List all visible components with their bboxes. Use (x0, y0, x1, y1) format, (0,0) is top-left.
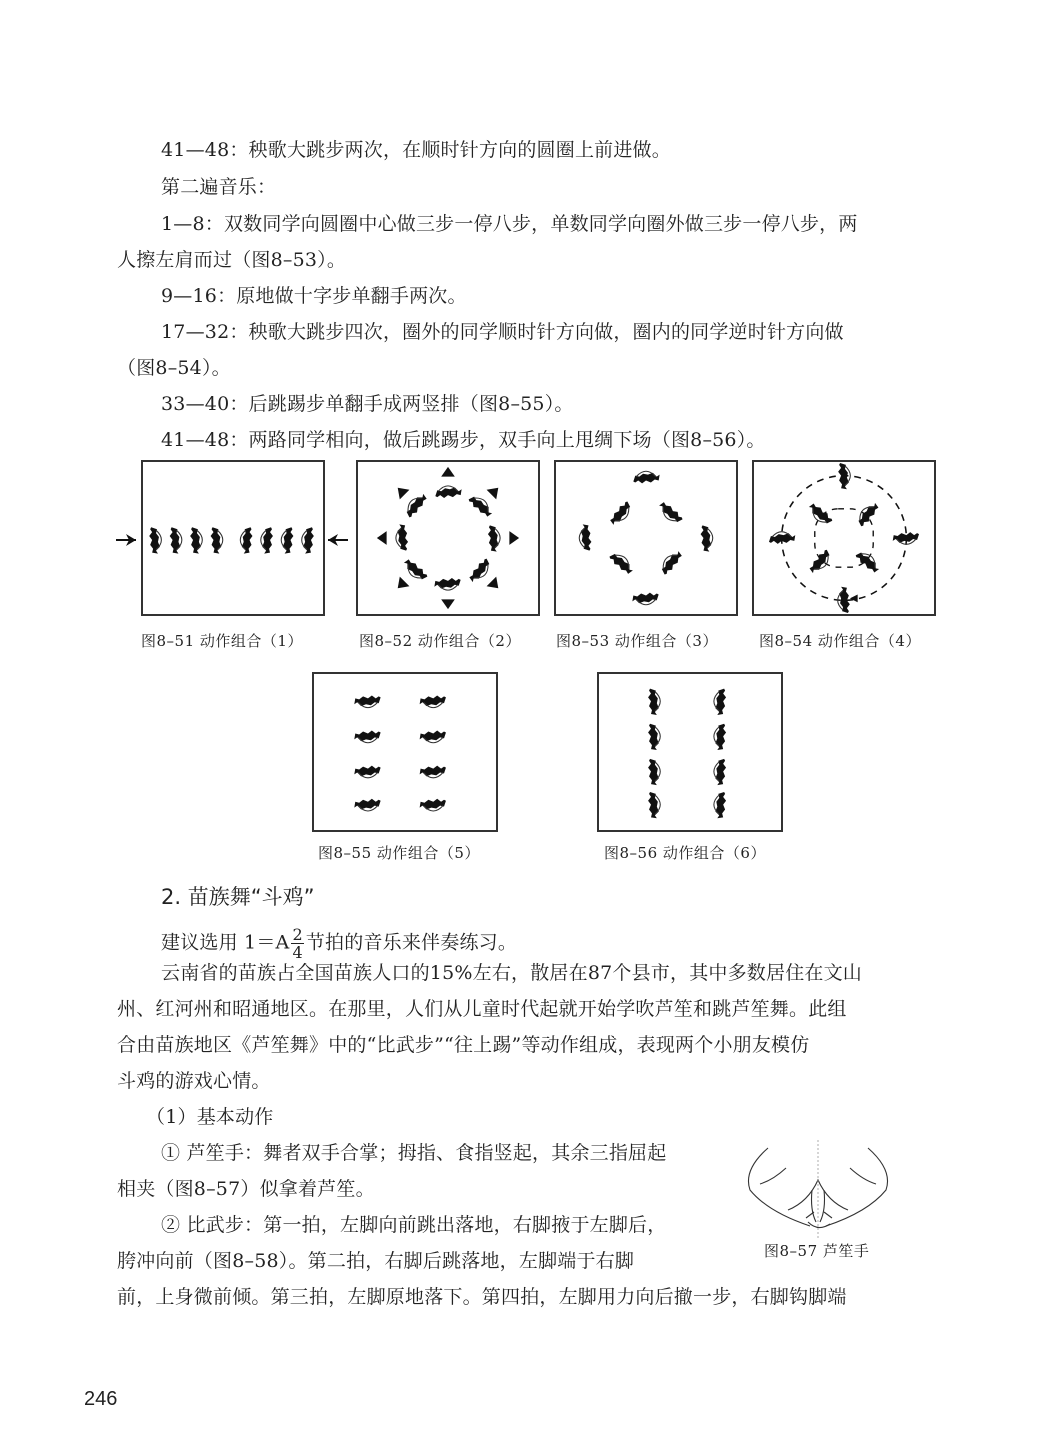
figure-8-51 (141, 460, 325, 616)
subheading-basic-moves: （1）基本动作 (146, 1106, 274, 1128)
paragraph-1-8-line1: 1—8：双数同学向圆圈中心做三步一停八步，单数同学向圈外做三步一停八步，两 (161, 213, 858, 235)
figure-8-52 (356, 460, 540, 616)
intro-line4: 斗鸡的游戏心情。 (117, 1070, 271, 1092)
intro-line1: 云南省的苗族占全国苗族人口的15%左右，散居在87个县市，其中多数居住在文山 (161, 962, 863, 984)
tempo-prefix: 建议选用 1＝A (161, 931, 290, 954)
figure-8-53 (554, 460, 738, 616)
move1-line2: 相夹（图8–57）似拿着芦笙。 (117, 1178, 375, 1200)
paragraph-17-32-line2: （图8–54）。 (117, 357, 231, 379)
figure-8-52-caption: 图8–52 动作组合（2） (359, 632, 521, 650)
dancer-circle-outward-arrows-icon (358, 462, 538, 614)
paragraph-17-32-line1: 17—32：秧歌大跳步四次，圈外的同学顺时针方向做，圈内的同学逆时针方向做 (161, 321, 844, 343)
section-heading: 2. 苗族舞“斗鸡” (161, 885, 315, 909)
figure-8-55 (312, 672, 498, 832)
dancer-two-columns-facing-down-icon (314, 674, 496, 830)
page-number: 246 (84, 1388, 118, 1410)
paragraph-9-16: 9—16：原地做十字步单翻手两次。 (161, 285, 467, 307)
lusheng-hand-illustration (738, 1140, 898, 1240)
time-signature-denominator: 4 (292, 943, 303, 962)
figure-8-57-caption: 图8–57 芦笙手 (764, 1242, 870, 1260)
intro-line3: 合由苗族地区《芦笙舞》中的“比武步”“往上踢”等动作组成，表现两个小朋友模仿 (117, 1034, 810, 1056)
figure-8-54-caption: 图8–54 动作组合（4） (759, 632, 921, 650)
paragraph-41-48: 41—48：秧歌大跳步两次，在顺时针方向的圆圈上前进做。 (161, 139, 671, 161)
move2-line3: 前，上身微前倾。第三拍，左脚原地落下。第四拍，左脚用力向后撤一步，右脚钩脚端 (117, 1286, 847, 1308)
time-signature-numerator: 2 (292, 925, 303, 944)
paragraph-1-8-line2: 人擦左肩而过（图8–53）。 (117, 249, 347, 271)
move2-line1: ② 比武步：第一拍，左脚向前跳出落地，右脚掖于左脚后， (161, 1214, 667, 1236)
dancer-line-formation-icon (143, 462, 323, 614)
tempo-line (161, 926, 517, 961)
move1-line1: ① 芦笙手：舞者双手合掌；拇指、食指竖起，其余三指屈起 (161, 1142, 667, 1164)
move2-line2: 胯冲向前（图8–58）。第二拍，右脚后跳落地，左脚端于右脚 (117, 1250, 635, 1272)
figure-8-51-caption: 图8–51 动作组合（1） (141, 632, 303, 650)
arrow-left-icon (322, 525, 352, 555)
paragraph-33-40: 33—40：后跳踢步单翻手成两竖排（图8–55）。 (161, 393, 574, 415)
dancer-double-circle-dashed-icon (754, 462, 934, 614)
tempo-suffix: 节拍的音乐来伴奏练习。 (305, 931, 518, 954)
figure-8-55-caption: 图8–55 动作组合（5） (318, 844, 480, 862)
intro-line2: 州、红河州和昭通地区。在那里，人们从儿童时代起就开始学吹芦笙和跳芦笙舞。此组 (117, 998, 847, 1020)
figure-8-56-caption: 图8–56 动作组合（6） (604, 844, 766, 862)
paragraph-41-48-exit: 41—48：两路同学相向，做后跳踢步，双手向上甩绸下场（图8–56）。 (161, 429, 766, 451)
dancer-two-columns-facing-center-icon (599, 674, 781, 830)
figure-8-54 (752, 460, 936, 616)
time-signature (291, 926, 303, 961)
dancer-circle-formation-icon (556, 462, 736, 614)
arrow-right-icon (112, 525, 142, 555)
figure-8-56 (597, 672, 783, 832)
paragraph-second-music: 第二遍音乐： (161, 176, 277, 198)
figure-8-53-caption: 图8–53 动作组合（3） (556, 632, 718, 650)
